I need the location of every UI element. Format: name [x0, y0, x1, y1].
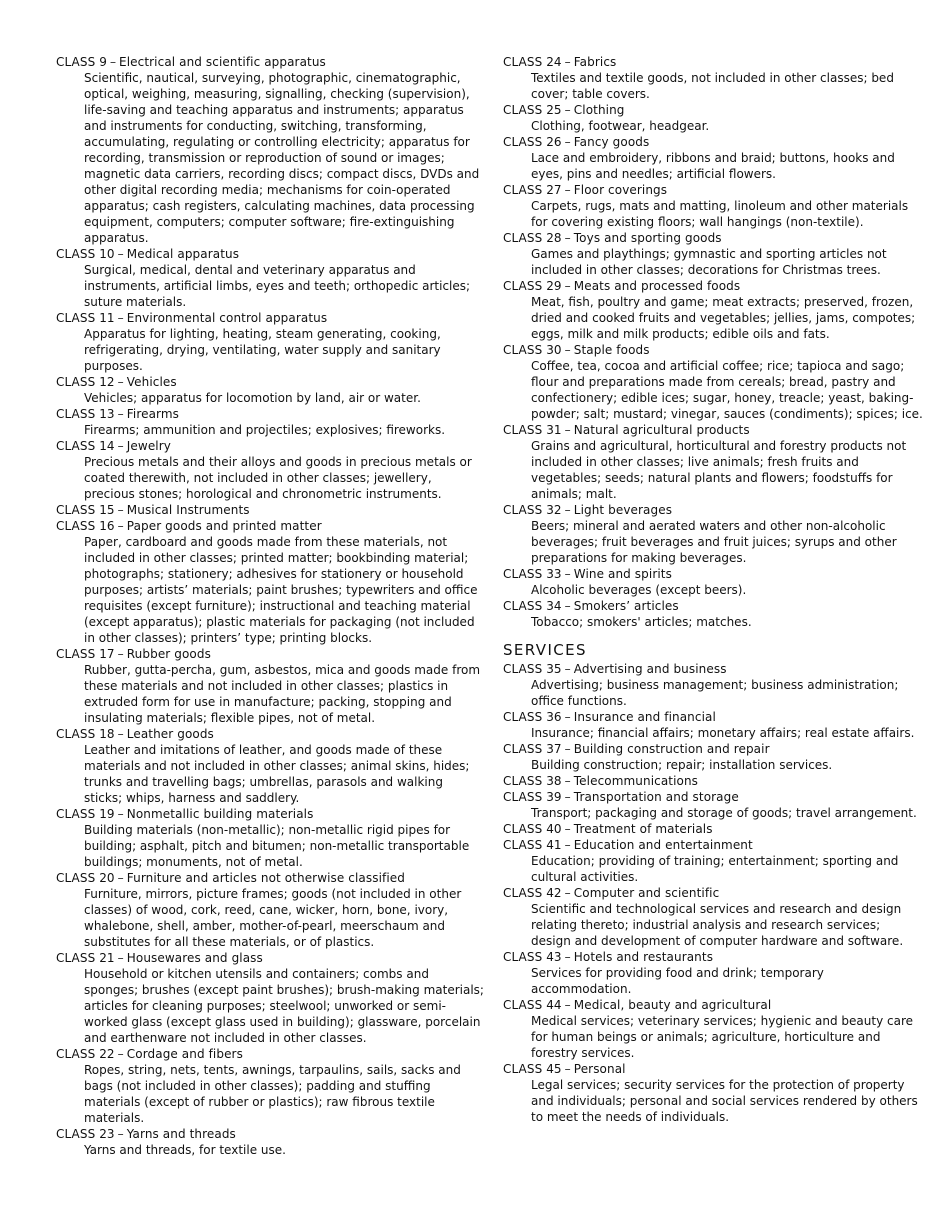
- class-entry: [503, 598, 923, 630]
- class-title: Medical, beauty and agricultural: [573, 998, 772, 1012]
- dash: –: [564, 822, 571, 836]
- class-title: Treatment of materials: [573, 822, 713, 836]
- class-description: Grains and agricultural, horticultural and forestry products not included in other classes; live animals; fresh fruits and vegetables; seeds; natural plants and flowers; foodstuffs for animals; malt.: [531, 439, 907, 501]
- class-entry: [503, 821, 923, 837]
- class-description: Apparatus for lighting, heating, steam generating, cooking, refrigerating, drying, ventilating, water supply and sanitary purposes.: [84, 327, 441, 373]
- class-number: CLASS 45: [503, 1062, 562, 1076]
- class-number: CLASS 14: [56, 439, 115, 453]
- dash: –: [117, 247, 124, 261]
- class-title: Insurance and financial: [573, 710, 716, 724]
- class-title: Wine and spirits: [573, 567, 672, 581]
- class-number: CLASS 37: [503, 742, 562, 756]
- class-number: CLASS 26: [503, 135, 562, 149]
- dash: –: [564, 567, 571, 581]
- class-description: Surgical, medical, dental and veterinary apparatus and instruments, artificial limbs, eyes and teeth; orthopedic articles; suture materials.: [84, 263, 471, 309]
- class-description: Services for providing food and drink; temporary accommodation.: [531, 966, 824, 996]
- class-entry: [503, 54, 923, 102]
- class-title: Staple foods: [573, 343, 650, 357]
- class-number: CLASS 23: [56, 1127, 115, 1141]
- class-title: Telecommunications: [573, 774, 699, 788]
- class-title: Furniture and articles not otherwise classified: [126, 871, 405, 885]
- dash: –: [117, 1047, 124, 1061]
- dash: –: [117, 871, 124, 885]
- class-number: CLASS 43: [503, 950, 562, 964]
- class-entry: [503, 1061, 923, 1125]
- dash: –: [117, 807, 124, 821]
- class-entry: [56, 806, 484, 870]
- class-title: Personal: [573, 1062, 626, 1076]
- class-number: CLASS 40: [503, 822, 562, 836]
- class-title: Education and entertainment: [573, 838, 753, 852]
- dash: –: [117, 311, 124, 325]
- class-description: Coffee, tea, cocoa and artificial coffee; rice; tapioca and sago; flour and preparations made from cereals; bread, pastry and confectionery; edible ices; sugar, honey, treacle; yeast, baking-powder; salt; mustard; vinegar, sauces (condiments); spices; ice.: [531, 359, 923, 421]
- class-entry: [503, 661, 923, 709]
- class-number: CLASS 15: [56, 503, 115, 517]
- dash: –: [564, 774, 571, 788]
- class-number: CLASS 20: [56, 871, 115, 885]
- class-description: Legal services; security services for the protection of property and individuals; personal and social services rendered by others to meet the needs of individuals.: [531, 1078, 918, 1124]
- dash: –: [564, 55, 571, 69]
- class-title: Cordage and fibers: [126, 1047, 243, 1061]
- class-entry: [56, 1046, 484, 1126]
- dash: –: [564, 742, 571, 756]
- class-description: Clothing, footwear, headgear.: [531, 119, 710, 133]
- class-title: Natural agricultural products: [573, 423, 750, 437]
- class-number: CLASS 33: [503, 567, 562, 581]
- class-title: Hotels and restaurants: [573, 950, 714, 964]
- class-title: Meats and processed foods: [573, 279, 741, 293]
- class-number: CLASS 9: [56, 55, 107, 69]
- class-entry: [56, 870, 484, 950]
- class-title: Leather goods: [126, 727, 214, 741]
- class-entry: [503, 949, 923, 997]
- class-description: Scientific, nautical, surveying, photographic, cinematographic, optical, weighing, measuring, signalling, checking (supervision), life-saving and teaching apparatus and instruments; apparatus and instruments for conducting, switching, transforming, accumulating, regulating or controlling electricity; apparatus for recording, transmission or reproduction of sound or images; magnetic data carriers, recording discs; compact discs, DVDs and other digital recording media; mechanisms for coin-operated apparatus; cash registers, calculating machines, data processing equipment, computers; computer software; fire-extinguishing apparatus.: [84, 71, 480, 245]
- class-number: CLASS 34: [503, 599, 562, 613]
- class-description: Medical services; veterinary services; hygienic and beauty care for human beings or animals; agriculture, horticulture and forestry services.: [531, 1014, 913, 1060]
- dash: –: [564, 790, 571, 804]
- class-description: Beers; mineral and aerated waters and other non-alcoholic beverages; fruit beverages and fruit juices; syrups and other preparations for making beverages.: [531, 519, 897, 565]
- services-heading: SERVICES: [503, 641, 587, 659]
- class-title: Floor coverings: [573, 183, 668, 197]
- class-title: Fabrics: [573, 55, 617, 69]
- dash: –: [109, 55, 117, 69]
- dash: –: [117, 727, 124, 741]
- dash: –: [564, 838, 571, 852]
- class-number: CLASS 44: [503, 998, 562, 1012]
- class-title: Building construction and repair: [573, 742, 770, 756]
- class-description: Scientific and technological services and research and design relating thereto; industrial analysis and research services; design and development of computer hardware and software.: [531, 902, 904, 948]
- class-title: Medical apparatus: [126, 247, 240, 261]
- class-number: CLASS 32: [503, 503, 562, 517]
- dash: –: [117, 439, 124, 453]
- class-description: Leather and imitations of leather, and goods made of these materials and not included in other classes; animal skins, hides; trunks and travelling bags; umbrellas, parasols and walking sticks; whips, harness and saddlery.: [84, 743, 470, 805]
- class-entry: [56, 374, 484, 406]
- dash: –: [564, 1062, 571, 1076]
- dash: –: [117, 951, 124, 965]
- left-column: [56, 54, 484, 1158]
- class-description: Furniture, mirrors, picture frames; goods (not included in other classes) of wood, cork, reed, cane, wicker, horn, bone, ivory, whalebone, shell, amber, mother-of-pearl, meerschaum and substitutes for all these materials, or of plastics.: [84, 887, 462, 949]
- class-title: Smokers’ articles: [573, 599, 679, 613]
- class-number: CLASS 19: [56, 807, 115, 821]
- class-description: Advertising; business management; business administration; office functions.: [531, 678, 899, 708]
- class-number: CLASS 41: [503, 838, 562, 852]
- class-entry: [56, 246, 484, 310]
- class-description: Rubber, gutta-percha, gum, asbestos, mica and goods made from these materials and not included in other classes; plastics in extruded form for use in manufacture; packing, stopping and insulating materials; flexible pipes, not of metal.: [84, 663, 481, 725]
- class-entry: [56, 310, 484, 374]
- class-title: Light beverages: [573, 503, 673, 517]
- class-title: Environmental control apparatus: [126, 311, 328, 325]
- class-entry: [503, 278, 923, 342]
- class-number: CLASS 35: [503, 662, 562, 676]
- class-number: CLASS 30: [503, 343, 562, 357]
- class-title: Toys and sporting goods: [573, 231, 722, 245]
- class-title: Firearms: [126, 407, 180, 421]
- class-entry: [503, 837, 923, 885]
- class-number: CLASS 18: [56, 727, 115, 741]
- class-entry: [503, 885, 923, 949]
- class-entry: [503, 502, 923, 566]
- class-description: Firearms; ammunition and projectiles; explosives; fireworks.: [84, 423, 446, 437]
- class-description: Meat, fish, poultry and game; meat extracts; preserved, frozen, dried and cooked fruits and vegetables; jellies, jams, compotes; eggs, milk and milk products; edible oils and fats.: [531, 295, 916, 341]
- dash: –: [564, 103, 571, 117]
- class-number: CLASS 21: [56, 951, 115, 965]
- class-description: Paper, cardboard and goods made from these materials, not included in other classes; printed matter; bookbinding material; photographs; stationery; adhesives for stationery or household purposes; artists’ materials; paint brushes; typewriters and office requisites (except furniture); instructional and teaching material (except apparatus); plastic materials for packaging (not included in other classes); printers’ type; printing blocks.: [84, 535, 478, 645]
- class-description: Household or kitchen utensils and containers; combs and sponges; brushes (except paint brushes); brush-making materials; articles for cleaning purposes; steelwool; unworked or semi-worked glass (except glass used in building); glassware, porcelain and earthenware not included in other classes.: [84, 967, 484, 1045]
- dash: –: [564, 231, 571, 245]
- class-number: CLASS 39: [503, 790, 562, 804]
- dash: –: [564, 599, 571, 613]
- class-number: CLASS 24: [503, 55, 562, 69]
- class-number: CLASS 28: [503, 231, 562, 245]
- class-number: CLASS 36: [503, 710, 562, 724]
- class-number: CLASS 12: [56, 375, 115, 389]
- dash: –: [117, 519, 124, 533]
- class-number: CLASS 27: [503, 183, 562, 197]
- class-title: Rubber goods: [126, 647, 211, 661]
- class-entry: [503, 566, 923, 598]
- class-title: Paper goods and printed matter: [126, 519, 322, 533]
- class-title: Fancy goods: [573, 135, 650, 149]
- class-entry: [503, 342, 923, 422]
- class-number: CLASS 42: [503, 886, 562, 900]
- dash: –: [564, 886, 571, 900]
- dash: –: [564, 183, 571, 197]
- class-entry: [56, 950, 484, 1046]
- dash: –: [564, 343, 571, 357]
- class-title: Vehicles: [126, 375, 177, 389]
- class-entry: [503, 422, 923, 502]
- class-description: Tobacco; smokers' articles; matches.: [531, 615, 752, 629]
- class-title: Computer and scientific: [573, 886, 720, 900]
- class-title: Electrical and scientific apparatus: [119, 55, 326, 69]
- dash: –: [117, 375, 124, 389]
- dash: –: [564, 423, 571, 437]
- class-entry: [56, 54, 484, 246]
- dash: –: [564, 135, 571, 149]
- dash: –: [564, 503, 571, 517]
- class-description: Building construction; repair; installation services.: [531, 758, 833, 772]
- class-description: Lace and embroidery, ribbons and braid; buttons, hooks and eyes, pins and needles; artificial flowers.: [531, 151, 895, 181]
- class-entry: [503, 709, 923, 741]
- class-number: CLASS 13: [56, 407, 115, 421]
- class-number: CLASS 25: [503, 103, 562, 117]
- class-number: CLASS 16: [56, 519, 115, 533]
- class-number: CLASS 11: [56, 311, 115, 325]
- class-description: Transport; packaging and storage of goods; travel arrangement.: [531, 806, 917, 820]
- class-number: CLASS 22: [56, 1047, 115, 1061]
- class-description: Precious metals and their alloys and goods in precious metals or coated therewith, not included in other classes; jewellery, precious stones; horological and chronometric instruments.: [84, 455, 472, 501]
- dash: –: [564, 279, 571, 293]
- class-number: CLASS 10: [56, 247, 115, 261]
- dash: –: [564, 710, 571, 724]
- class-entry: [503, 741, 923, 773]
- class-entry: [503, 230, 923, 278]
- class-description: Ropes, string, nets, tents, awnings, tarpaulins, sails, sacks and bags (not included in other classes); padding and stuffing materials (except of rubber or plastics); raw fibrous textile materials.: [84, 1063, 461, 1125]
- class-entry: [56, 646, 484, 726]
- dash: –: [117, 407, 124, 421]
- class-title: Clothing: [573, 103, 625, 117]
- dash: –: [117, 503, 124, 517]
- class-entry: [56, 726, 484, 806]
- class-title: Housewares and glass: [126, 951, 263, 965]
- class-entry: [56, 502, 484, 518]
- class-number: CLASS 38: [503, 774, 562, 788]
- class-description: Textiles and textile goods, not included in other classes; bed cover; table covers.: [531, 71, 894, 101]
- class-entry: [503, 134, 923, 182]
- class-number: CLASS 29: [503, 279, 562, 293]
- dash: –: [564, 950, 571, 964]
- class-title: Nonmetallic building materials: [126, 807, 314, 821]
- dash: –: [117, 647, 124, 661]
- class-number: CLASS 17: [56, 647, 115, 661]
- dash: –: [564, 662, 571, 676]
- class-description: Education; providing of training; entertainment; sporting and cultural activities.: [531, 854, 899, 884]
- class-description: Games and playthings; gymnastic and sporting articles not included in other classes; decorations for Christmas trees.: [531, 247, 887, 277]
- class-entry: [56, 1126, 484, 1158]
- class-description: Building materials (non-metallic); non-metallic rigid pipes for building; asphalt, pitch and bitumen; non-metallic transportable buildings; monuments, not of metal.: [84, 823, 470, 869]
- class-description: Yarns and threads, for textile use.: [84, 1143, 286, 1157]
- class-description: Vehicles; apparatus for locomotion by land, air or water.: [84, 391, 421, 405]
- class-entry: [56, 438, 484, 502]
- class-title: Yarns and threads: [126, 1127, 236, 1141]
- class-title: Musical Instruments: [126, 503, 250, 517]
- class-entry: [503, 773, 923, 789]
- class-entry: [503, 789, 923, 821]
- class-entry: [503, 997, 923, 1061]
- class-title: Jewelry: [126, 439, 171, 453]
- dash: –: [117, 1127, 124, 1141]
- right-column: [503, 54, 923, 1125]
- class-entry: [56, 518, 484, 646]
- class-number: CLASS 31: [503, 423, 562, 437]
- class-entry: [503, 182, 923, 230]
- dash: –: [564, 998, 571, 1012]
- class-title: Transportation and storage: [573, 790, 739, 804]
- class-entry: [503, 102, 923, 134]
- class-entry: [56, 406, 484, 438]
- class-description: Insurance; financial affairs; monetary affairs; real estate affairs.: [531, 726, 915, 740]
- class-description: Alcoholic beverages (except beers).: [531, 583, 747, 597]
- class-title: Advertising and business: [573, 662, 727, 676]
- class-description: Carpets, rugs, mats and matting, linoleum and other materials for covering existing floors; wall hangings (non-textile).: [531, 199, 909, 229]
